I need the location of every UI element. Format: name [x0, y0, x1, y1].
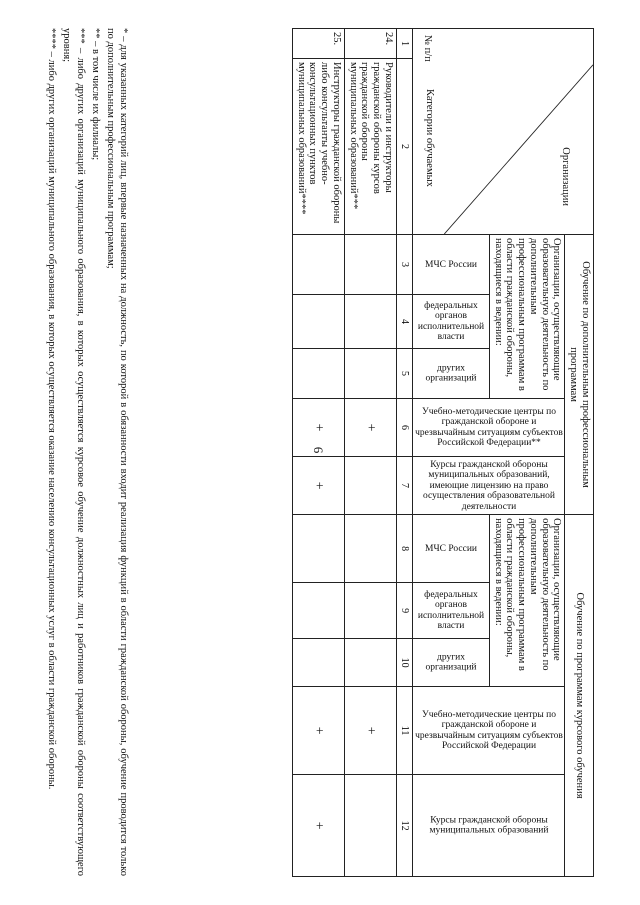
row-mark [344, 457, 396, 515]
footnote: ** – в том числе их филиалы; [89, 28, 101, 161]
row-mark: + [292, 687, 344, 775]
column-number: 4 [396, 295, 412, 349]
header-courses-course: Курсы гражданской обороны муниципальных образований [413, 775, 566, 877]
row-mark: + [344, 687, 396, 775]
header-other-course: других организаций [413, 639, 490, 687]
rotated-page-content [40, 28, 600, 876]
row-mark [344, 235, 396, 295]
column-number: 12 [396, 775, 412, 877]
row-mark: + [344, 399, 396, 457]
column-numbers-row [396, 29, 412, 877]
header-umc-dpo: Учебно-методические центры по гражданской обороне и чрезвычайным ситуациям субъектов Российской Федерации** [413, 399, 566, 457]
column-number: 9 [396, 583, 412, 639]
column-number: 1 [396, 29, 412, 59]
footnote: **** – либо других организаций муниципального образования, в которых осуществляется оказание населению консультационных услуг в области гражданской обороны. [46, 28, 58, 790]
header-other-dpo: других организаций [413, 349, 490, 399]
row-mark [344, 295, 396, 349]
column-number: 7 [396, 457, 412, 515]
row-mark [344, 583, 396, 639]
row-number: 25. [292, 29, 344, 59]
header-categories: Категории обучаемых [423, 89, 435, 187]
header-diagonal-cell [413, 29, 594, 235]
footnote: *** – либо других организаций муниципального образования, в которых осуществляется курсовое обучение должностных лиц и работников гражданской обороны соответствующего уровня; [61, 28, 86, 876]
row-mark [292, 583, 344, 639]
row-mark [344, 775, 396, 877]
row-category: Инструкторы гражданской обороны либо консультанты учебно-консультационных пунктов муниципальных образований**** [292, 59, 344, 235]
header-group-course: Обучение по программам курсового обучения [565, 515, 594, 877]
row-mark [292, 235, 344, 295]
footnote: * – для указанных категорий лиц, впервые назначенных на должность, по которой в обязанности входит реализация функций в области гражданской обороны, обучение проводится только по дополнительным профессиональным программам; [104, 28, 129, 876]
column-number: 3 [396, 235, 412, 295]
header-group-dpo: Обучение по дополнительным профессиональным программам [565, 235, 594, 515]
column-number: 2 [396, 59, 412, 235]
row-mark: + [292, 399, 344, 457]
column-number: 10 [396, 639, 412, 687]
header-mchs-course: МЧС России [413, 515, 490, 583]
row-mark [292, 295, 344, 349]
table-row [344, 29, 396, 877]
row-mark [292, 349, 344, 399]
row-mark [292, 515, 344, 583]
row-number: 24. [344, 29, 396, 59]
row-mark: + [292, 457, 344, 515]
header-federal-dpo: федеральных органов исполнительной власти [413, 295, 490, 349]
header-umc-course: Учебно-методические центры по гражданской обороне и чрезвычайным ситуациям субъектов Российской Федерации [413, 687, 566, 775]
table-row [292, 29, 344, 877]
column-number: 5 [396, 349, 412, 399]
row-mark [344, 639, 396, 687]
row-mark [344, 349, 396, 399]
row-mark [292, 639, 344, 687]
row-mark [344, 515, 396, 583]
column-number: 11 [396, 687, 412, 775]
row-mark: + [292, 775, 344, 877]
header-mchs-dpo: МЧС России [413, 235, 490, 295]
column-number: 8 [396, 515, 412, 583]
training-table [292, 28, 594, 877]
header-courses-dpo: Курсы гражданской обороны муниципальных образований, имеющие лицензию на право осуществления образовательной деятельности [413, 457, 566, 515]
column-number: 6 [396, 399, 412, 457]
header-federal-course: федеральных органов исполнительной власти [413, 583, 490, 639]
page-number: 6 [311, 446, 326, 454]
header-npp: № п/п [421, 35, 433, 62]
header-org-group-course: Организации, осуществляющие образовательную деятельность по дополнительным профессиональным программам в области гражданской обороны, находящиеся в ведении: [490, 515, 566, 687]
header-organizations: Организации [560, 147, 571, 206]
footnotes [43, 28, 130, 876]
row-category: Руководители и инструкторы гражданской обороны курсов гражданской обороны муниципальных образований*** [344, 59, 396, 235]
header-org-group-dpo: Организации, осуществляющие образовательную деятельность по дополнительным профессиональным программам в области гражданской обороны, находящиеся в ведении: [490, 235, 566, 399]
